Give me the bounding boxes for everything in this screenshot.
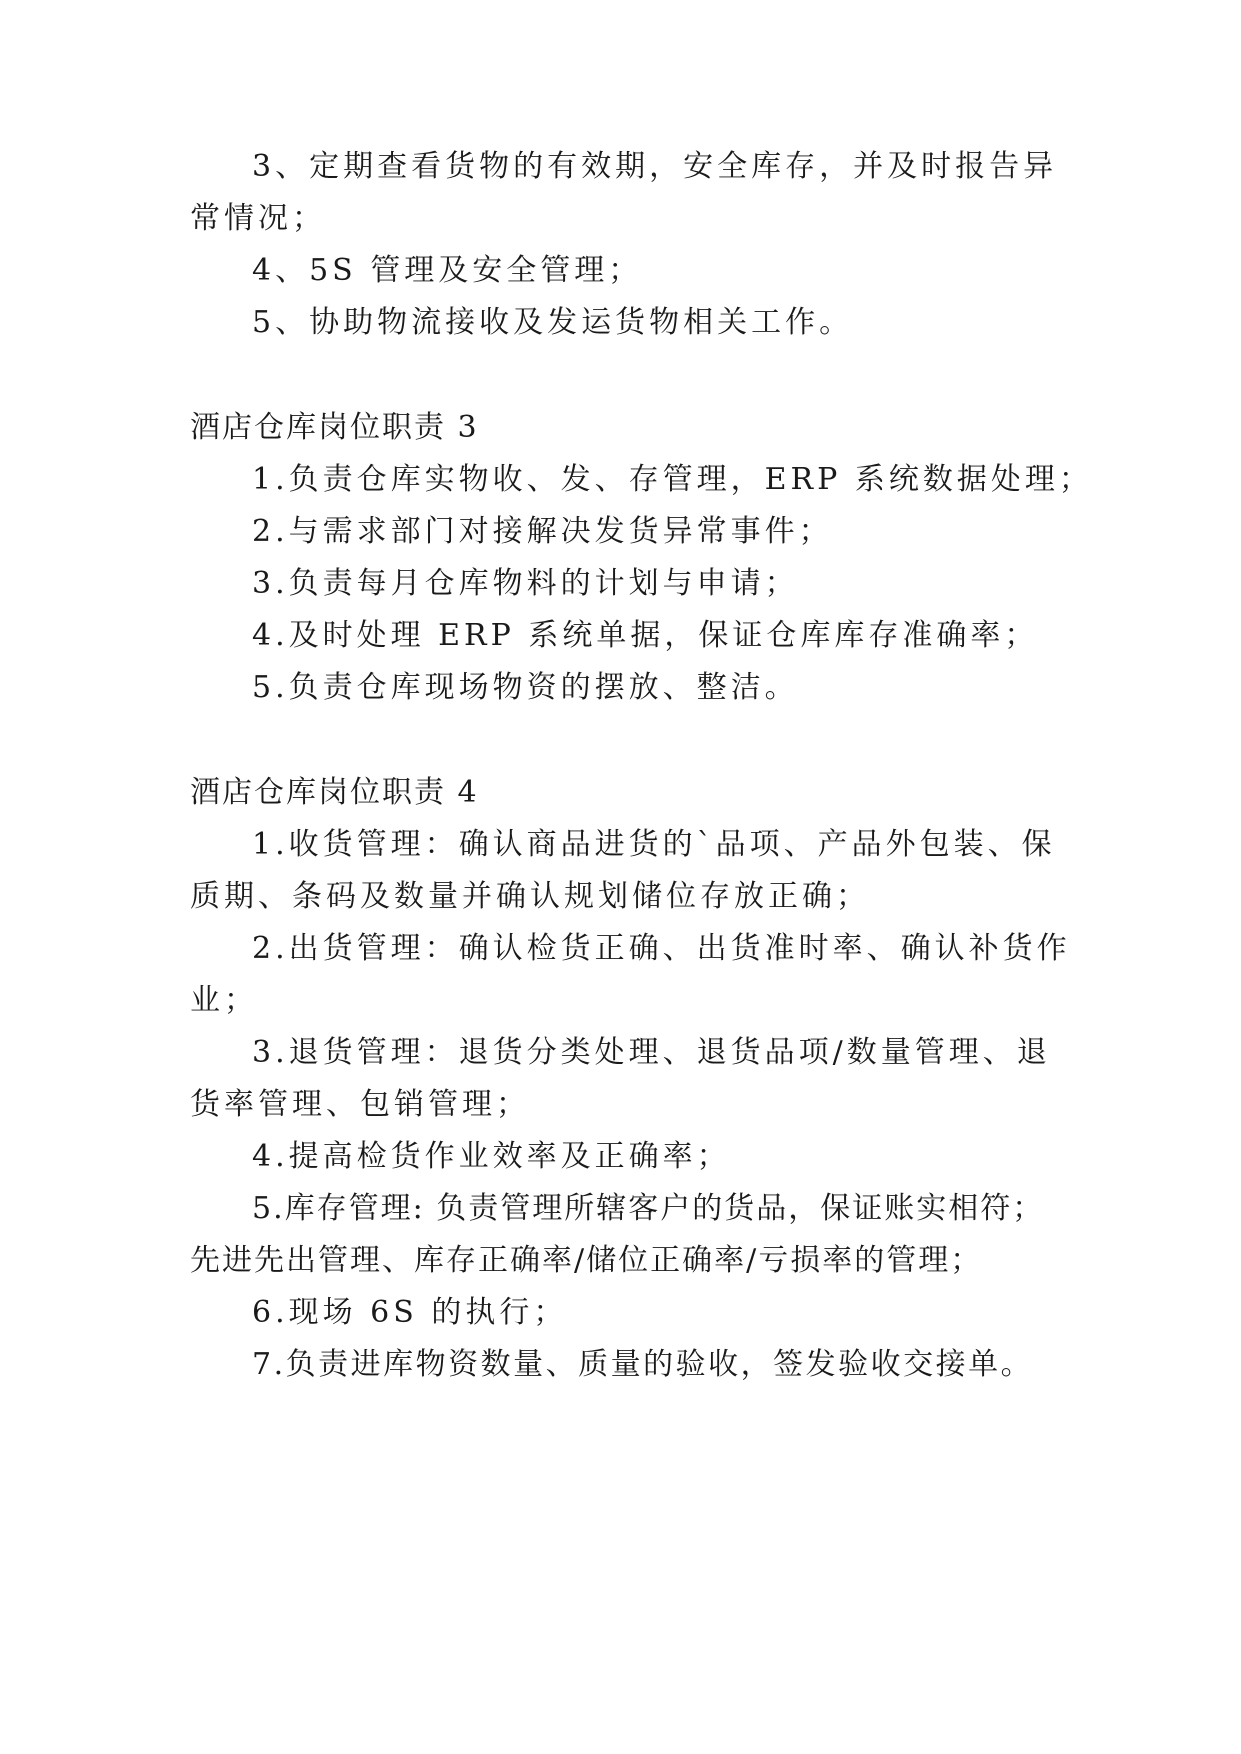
list-item-line: 2.与需求部门对接解决发货异常事件； [252, 514, 833, 549]
list-item-line: 1.负责仓库实物收、发、存管理，ERP 系统数据处理； [252, 462, 1093, 497]
list-item-line: 1.收货管理：确认商品进货的`品项、产品外包装、保 [252, 827, 1056, 862]
list-item-line: 5.负责仓库现场物资的摆放、整洁。 [252, 670, 799, 705]
list-item-line: 5、协助物流接收及发运货物相关工作。 [252, 305, 854, 340]
list-item-line: 3.负责每月仓库物料的计划与申请； [252, 566, 799, 601]
list-item-line: 4.及时处理 ERP 系统单据，保证仓库库存准确率； [252, 618, 1039, 653]
list-item-line: 6.现场 6S 的执行； [252, 1295, 568, 1330]
list-item-line: 常情况； [190, 201, 326, 236]
list-item-line: 7.负责进库物资数量、质量的验收，签发验收交接单。 [252, 1347, 1034, 1382]
list-item-line: 业； [190, 983, 258, 1018]
list-item-line: 4.提高检货作业效率及正确率； [252, 1139, 731, 1174]
list-item-line: 3、定期查看货物的有效期，安全库存，并及时报告异 [252, 149, 1058, 184]
list-item-line: 质期、条码及数量并确认规划储位存放正确； [190, 879, 870, 914]
list-item-line: 货率管理、包销管理； [190, 1087, 530, 1122]
list-item-line: 3.退货管理：退货分类处理、退货品项/数量管理、退 [252, 1035, 1051, 1070]
list-item-line: 先进先出管理、库存正确率/储位正确率/亏损率的管理； [190, 1243, 983, 1278]
section-heading: 酒店仓库岗位职责 3 [190, 410, 479, 445]
list-item-line: 5.库存管理: 负责管理所辖客户的货品，保证账实相符； [252, 1191, 1045, 1226]
list-item-line: 2.出货管理：确认检货正确、出货准时率、确认补货作 [252, 931, 1071, 966]
section-heading: 酒店仓库岗位职责 4 [190, 775, 479, 810]
list-item-line: 4、5S 管理及安全管理； [252, 253, 643, 288]
